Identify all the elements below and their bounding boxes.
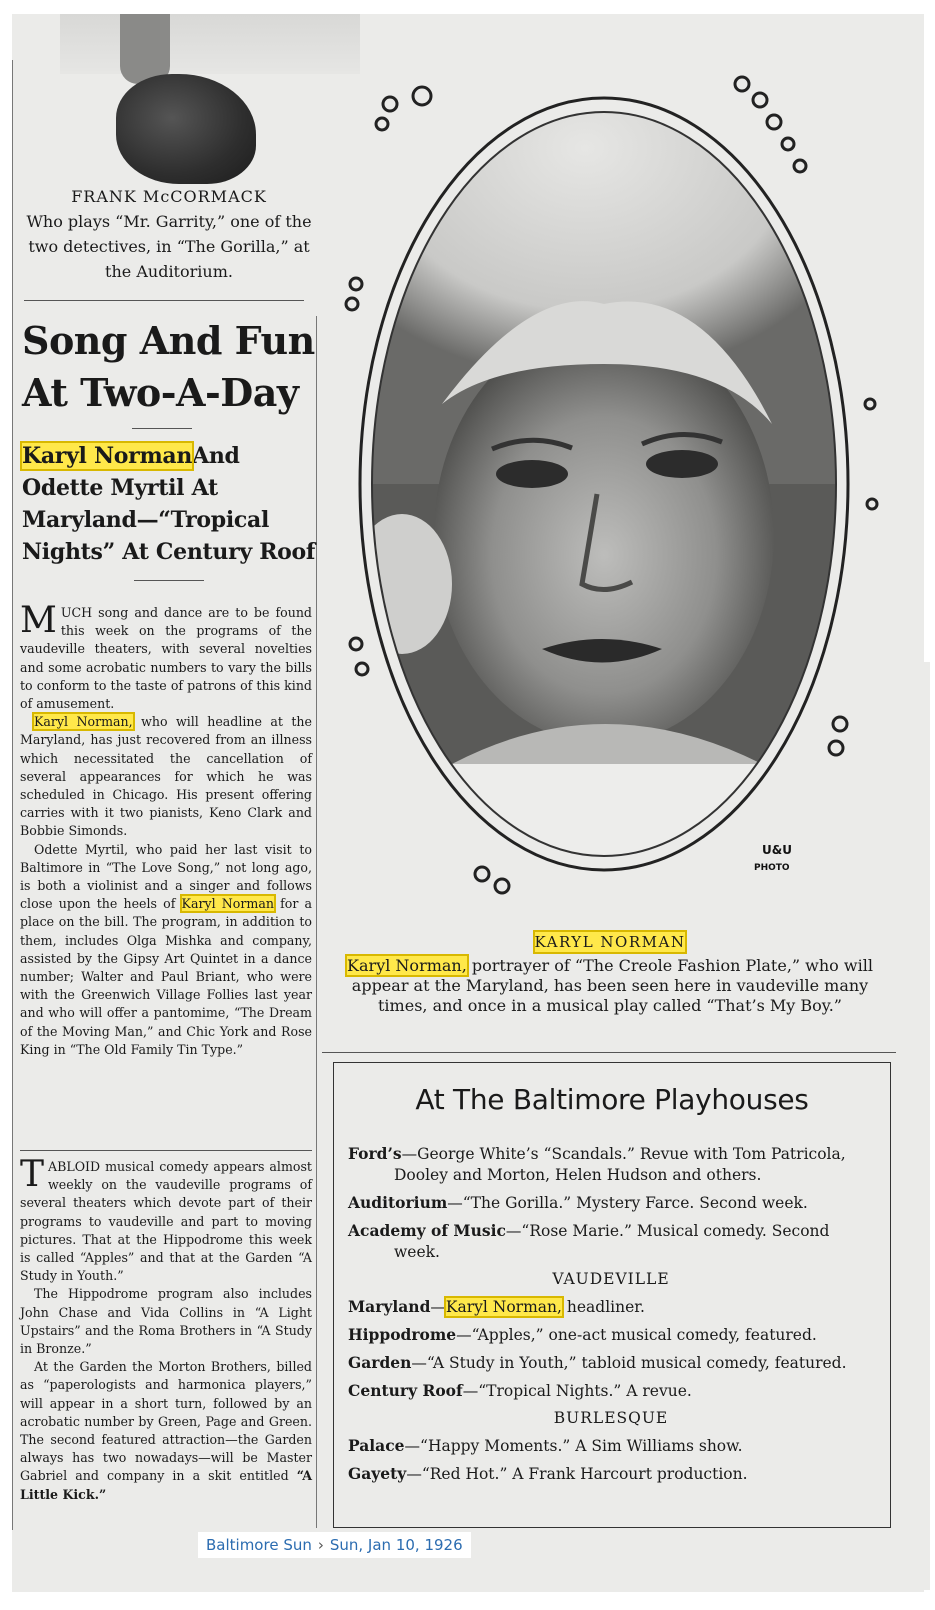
theater-name: Auditorium bbox=[348, 1193, 448, 1212]
theater-name: Maryland bbox=[348, 1297, 431, 1316]
theater-listing: headliner. bbox=[561, 1298, 645, 1316]
portrait-svg bbox=[342, 64, 882, 904]
name-highlight: Karyl Norman, bbox=[445, 1298, 562, 1316]
caption-name-highlight: KARYL NORMAN bbox=[534, 933, 686, 951]
paragraph-text: At the Garden the Morton Brothers, billed as “paperologists and harmonica players,” will appear in a short turn, followed by an acrobatic number by Green, Page and Green. The second featured attraction—the Garden always has two nowadays—will be Master Gabriel and company in a skit entitled bbox=[20, 1359, 312, 1484]
left-margin-rule bbox=[12, 60, 13, 1530]
section-heading-burlesque: BURLESQUE bbox=[553, 1409, 669, 1427]
theater-listing: —George White’s “Scandals.” Revue with Tom Patricola, Dooley and Morton, Helen Hudson and others. bbox=[394, 1145, 846, 1184]
subhead-rest: And Odette Myrtil At Maryland—“Tropical Nights” At Century Roof bbox=[22, 443, 316, 565]
playhouse-entry bbox=[348, 1143, 874, 1186]
paragraph bbox=[20, 841, 312, 1059]
playhouse-entry bbox=[348, 1463, 874, 1485]
playhouses-box bbox=[333, 1062, 891, 1528]
theater-listing: —“Happy Moments.” A Sim Williams show. bbox=[404, 1437, 743, 1455]
name-highlight: Karyl Norman bbox=[181, 896, 274, 912]
theater-listing: —“Tropical Nights.” A revue. bbox=[462, 1382, 692, 1400]
theater-name: Century Roof bbox=[348, 1381, 463, 1400]
paragraph bbox=[20, 1358, 312, 1504]
theater-listing: —“A Study in Youth,” tabloid musical comedy, featured. bbox=[411, 1354, 847, 1372]
playhouse-entry bbox=[348, 1192, 874, 1214]
headline-divider bbox=[132, 428, 192, 429]
photo-background bbox=[60, 14, 360, 74]
article-column-2 bbox=[20, 1154, 312, 1504]
right-eye bbox=[646, 450, 718, 478]
paragraph bbox=[20, 1154, 312, 1285]
caption-text: portrayer of “The Creole Fashion Plate,” who will appear at the Maryland, has been seen here in vaudeville many times, and once in a musical play called “That’s My Boy.” bbox=[351, 956, 873, 1015]
photo-shoe bbox=[116, 74, 256, 184]
playhouse-entry bbox=[348, 1296, 874, 1318]
paragraph bbox=[20, 600, 312, 713]
paragraph bbox=[20, 713, 312, 840]
subhead-name-highlight: Karyl Norman bbox=[22, 443, 193, 469]
theater-name: Palace bbox=[348, 1436, 405, 1455]
playhouse-entry bbox=[348, 1220, 874, 1263]
paragraph-divider bbox=[20, 1150, 312, 1151]
paragraph-text: The Hippodrome program also includes John Chase and Vida Collins in “A Light Upstairs” and the Roma Brothers in “A Study in Bronze.” bbox=[20, 1286, 312, 1357]
caption-text: Who plays “Mr. Garrity,” one of the two detectives, in “The Gorilla,” at the Auditorium. bbox=[26, 212, 312, 281]
article-headline bbox=[22, 315, 322, 419]
paragraph-text: UCH song and dance are to be found this week on the programs of the vaudeville theaters, with several novelties and some acrobatic numbers to vary the bills to conform to the taste of patrons of this kind of amusement. bbox=[20, 605, 312, 712]
theater-listing: —“Red Hot.” A Frank Harcourt production. bbox=[406, 1465, 748, 1483]
paragraph-text: who will headline at the Maryland, has just recovered from an illness which necessitated the cancellation of several appearances for which he was scheduled in Chicago. His present offering carries with it two pianists, Keno Clark and Bobbie Simonds. bbox=[20, 714, 312, 839]
dash: — bbox=[430, 1298, 446, 1316]
theater-name: Garden bbox=[348, 1353, 412, 1372]
section-heading-vaudeville: VAUDEVILLE bbox=[552, 1270, 670, 1288]
photo-credit-line-2: PHOTO bbox=[754, 863, 790, 873]
box-top-divider bbox=[322, 1052, 896, 1053]
section-divider bbox=[24, 300, 304, 301]
photo-trouser-leg bbox=[120, 14, 170, 84]
source-breadcrumb bbox=[198, 1532, 471, 1558]
theater-name: Ford’s bbox=[348, 1144, 402, 1163]
theater-listing: —“The Gorilla.” Mystery Farce. Second week. bbox=[447, 1194, 808, 1212]
publication-link[interactable]: Baltimore Sun bbox=[206, 1536, 312, 1554]
playhouse-entry bbox=[348, 1435, 874, 1457]
portrait-caption bbox=[344, 932, 876, 1016]
theater-name: Hippodrome bbox=[348, 1325, 457, 1344]
portrait-photo bbox=[342, 64, 882, 904]
caption-name-inline: Karyl Norman, bbox=[347, 956, 467, 975]
playhouse-entry bbox=[348, 1324, 874, 1346]
playhouse-entry bbox=[348, 1380, 874, 1402]
paragraph-closing: “A Little Kick.” bbox=[20, 1468, 312, 1502]
article-column-1 bbox=[20, 600, 312, 1059]
paragraph bbox=[20, 1285, 312, 1358]
theater-listing: —“Apples,” one-act musical comedy, featured. bbox=[456, 1326, 817, 1344]
face bbox=[434, 324, 774, 744]
left-eye bbox=[496, 460, 568, 488]
subhead-divider bbox=[134, 580, 204, 581]
article-subhead bbox=[22, 440, 322, 568]
name-highlight: Karyl Norman, bbox=[34, 714, 133, 730]
breadcrumb-separator-icon: › bbox=[317, 1536, 324, 1554]
theater-name: Gayety bbox=[348, 1464, 407, 1483]
drop-cap: M bbox=[20, 600, 57, 641]
paragraph-text: ABLOID musical comedy appears almost weekly on the vaudeville programs of several theaters which devote part of their programs to vaudeville and part to moving pictures. That at the Hippodrome this week is called “Apples” and that at the Garden “A Study in Youth.” bbox=[20, 1159, 312, 1284]
caption-body bbox=[344, 956, 876, 1016]
caption-name: FRANK McCORMACK bbox=[71, 187, 267, 206]
date-link[interactable]: Sun, Jan 10, 1926 bbox=[329, 1536, 463, 1554]
headline-line-1: Song And Fun bbox=[22, 318, 315, 363]
drop-cap: T bbox=[20, 1154, 45, 1195]
theater-listing: —“Rose Marie.” Musical comedy. Second week. bbox=[394, 1222, 830, 1261]
paragraph-text: for a place on the bill. The program, in addition to them, includes Olga Mishka and company, assisted by the Gipsy Art Quintet in a dance number; Walter and Paul Briant, who were with the Greenwich Village Follies last year and who will offer a pantomime, “The Dream of the Moving Man,” and Chic York and Rose King in “The Old Family Tin Type.” bbox=[20, 896, 312, 1057]
theater-name: Academy of Music bbox=[348, 1221, 506, 1240]
playhouses-list bbox=[348, 1143, 874, 1491]
photo-caption-mccormack bbox=[24, 184, 314, 284]
photo-credit-line-1: U&U bbox=[762, 843, 792, 857]
paragraph-text: Odette Myrtil, who paid her last visit to Baltimore in “The Love Song,” not long ago, is both a violinist and a singer and follows close upon the heels of bbox=[20, 841, 312, 912]
top-photo-fragment bbox=[60, 14, 360, 184]
playhouses-title: At The Baltimore Playhouses bbox=[415, 1083, 809, 1116]
headline-line-2: At Two-A-Day bbox=[22, 370, 299, 415]
playhouse-entry bbox=[348, 1352, 874, 1374]
